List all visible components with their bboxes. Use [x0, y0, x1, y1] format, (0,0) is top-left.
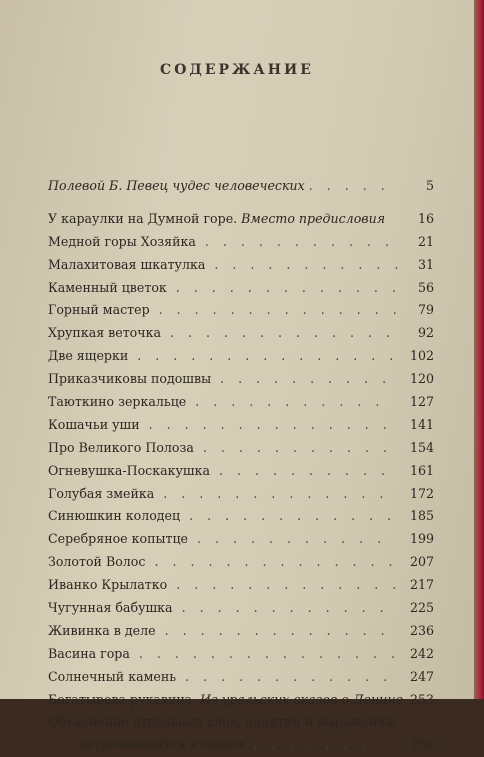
leader-dots: . . . . . . . . . . [211, 371, 392, 387]
entry-page: 21 [417, 233, 434, 249]
entry-title: Чугунная бабушка [48, 600, 173, 616]
leader-dots: . . . . . . . . . . . . [180, 508, 397, 524]
entry-title: Серебряное копытце [48, 531, 189, 547]
entry-page: 16 [417, 210, 434, 226]
entry-title: Малахитовая шкатулка [48, 256, 206, 272]
toc-entry [48, 299, 434, 322]
leader-dots: . . . . . . . . . . . . . [166, 279, 401, 295]
toc-entry [48, 597, 434, 620]
toc-entry [48, 254, 434, 277]
leader-dots: . . . . . . . . . . . [195, 233, 394, 249]
entry-title: Про Великого Полоза [48, 439, 194, 455]
entry-page: 236 [409, 622, 434, 638]
entry-title: Иванко Крылатко [48, 577, 168, 593]
leader-dots: . . . . . . . . . . . . . [167, 577, 402, 593]
leader-dots: . . . . . . . . . . . . . [160, 325, 396, 341]
entry-title: Полевой Б. Певец чудес человеческих [48, 178, 305, 193]
leader-dots: . . . . . . . . . . . . . [155, 622, 390, 638]
leader-dots: . . . . . . . . . . . [186, 394, 385, 410]
entry-title: Хрупкая веточка [48, 325, 161, 341]
entry-page: 79 [417, 302, 434, 318]
entry-title: Голубая змейка [48, 485, 155, 501]
entry-title: Две ящерки [48, 348, 129, 364]
leader-dots: . . . . . . . . . . . . . . . [128, 348, 399, 364]
entry-page: 242 [409, 645, 434, 661]
entry-page: 260 [409, 737, 434, 753]
entry-title: Кошачьи уши [48, 416, 140, 432]
entry-page: 253 [409, 691, 434, 707]
toc-entry [48, 437, 434, 460]
toc-entry [48, 483, 434, 506]
entry-page: 92 [417, 325, 434, 341]
entry-title: Синюшкин колодец [48, 508, 181, 524]
toc-entry [48, 666, 434, 689]
toc-entry [48, 231, 434, 254]
entry-title: Огневушка-Поскакушка [48, 462, 210, 478]
entry-title: Васина гора [48, 645, 130, 661]
entry-page: 102 [409, 348, 434, 364]
toc-entry [48, 620, 434, 643]
entry-page: 247 [409, 668, 434, 684]
entry-title: Живинка в деле [48, 622, 156, 638]
leader-dots: . . . . . . . . . . . . [176, 668, 393, 684]
toc-entry [48, 528, 434, 551]
toc-entry [48, 551, 434, 574]
book-edge [474, 0, 484, 699]
toc-entry [48, 414, 434, 437]
entry-page: 31 [417, 256, 434, 272]
entry-page: 5 [425, 178, 434, 193]
leader-dots: . . . . . . . . . . . [205, 256, 404, 272]
entry-title: Медной горы Хозяйка [48, 233, 196, 249]
leader-dots: . . . . . . . [244, 736, 371, 752]
toc-entry [48, 574, 434, 597]
toc-entry [48, 643, 434, 666]
toc-entry [48, 208, 434, 231]
toc-entry [48, 505, 434, 528]
leader-dots: . . . . . . . . . . . . [172, 600, 389, 616]
toc-entry [48, 368, 434, 391]
leader-dots: . . . . . . . . . . . . . [154, 485, 389, 501]
entry-title-continued: встречающихся в сказах [80, 736, 245, 752]
entry-page: 120 [409, 371, 434, 387]
leader-dots: . . . . . . . . . . . . . . [139, 416, 392, 432]
toc-entry [48, 391, 434, 414]
leader-dots: . . . . . . . . . . . [193, 439, 392, 455]
entry-subtitle: Из уральских сказов о Ленине [200, 691, 403, 707]
toc-entry [48, 175, 434, 198]
leader-dots: . . . . . . . . . . . . . . [145, 554, 398, 570]
page-title: СОДЕРЖАНИЕ [160, 62, 314, 78]
toc-entry [48, 711, 434, 757]
entry-title: Горный мастер [48, 302, 150, 318]
entry-title: Богатырева рукавица. [48, 691, 196, 707]
entry-page: 207 [409, 554, 434, 570]
entry-page: 185 [409, 508, 434, 524]
entry-page: 172 [409, 485, 434, 501]
leader-dots: . . . . . . . . . . . . . . . [129, 645, 400, 661]
entry-title: У караулки на Думной горе. [48, 210, 238, 226]
entry-title: Каменный цветок [48, 279, 167, 295]
entry-page: 217 [409, 577, 434, 593]
toc-entry [48, 460, 434, 483]
table-of-contents [48, 175, 434, 757]
toc-entry [48, 322, 434, 345]
leader-dots: . . . . . . . . . . . [188, 531, 387, 547]
toc-entry [48, 689, 434, 712]
entry-title: Таюткино зеркальце [48, 394, 187, 410]
entry-title: Золотой Волос [48, 554, 146, 570]
entry-page: 141 [409, 416, 434, 432]
entry-title: Солнечный камень [48, 668, 177, 684]
leader-dots: . . . . . . . . . . [209, 462, 391, 478]
leader-dots: . . . . . [308, 178, 390, 193]
entry-page: 199 [409, 531, 434, 547]
entry-page: 127 [409, 394, 434, 410]
entry-page: 56 [417, 279, 434, 295]
leader-dots: . . . . . . . . . . . . . . [149, 302, 402, 318]
entry-subtitle: Вместо предисловия [241, 210, 386, 226]
entry-page: 161 [409, 462, 434, 478]
entry-page: 225 [409, 600, 434, 616]
toc-entry [48, 277, 434, 300]
toc-entry [48, 345, 434, 368]
entry-title: Приказчиковы подошвы [48, 371, 212, 387]
entry-title: Объяснение отдельных слов, понятий и выражений, [48, 714, 399, 730]
entry-page: 154 [409, 439, 434, 455]
